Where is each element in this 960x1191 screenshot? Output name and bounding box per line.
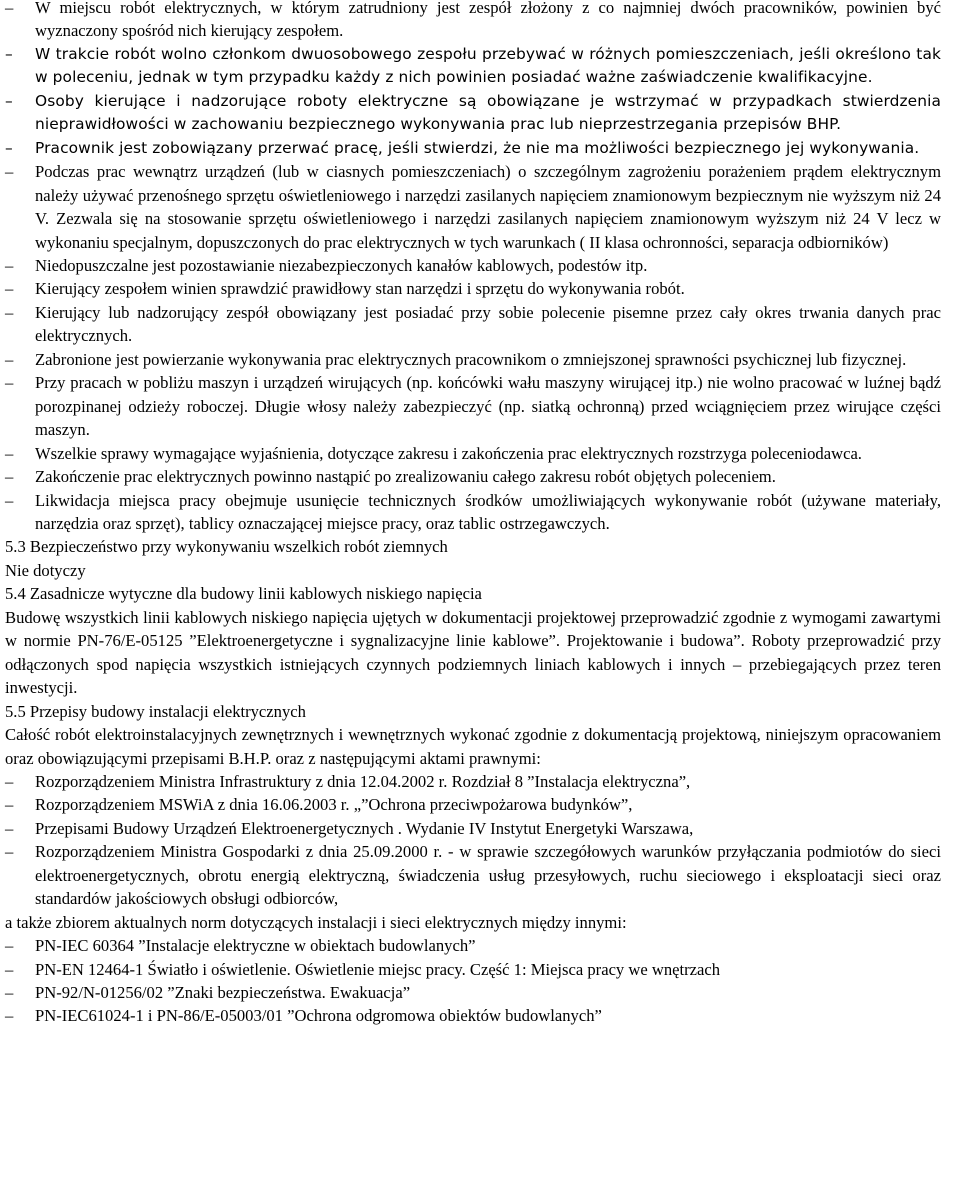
list-dash: – [5, 818, 14, 838]
list-item-text: Kierujący lub nadzorujący zespół obowiązany jest posiadać przy sobie polecenie pisemne przez cały okres trwania danych prac elektrycznych. [35, 302, 941, 346]
list-item [5, 442, 941, 465]
list-item-text: Wszelkie sprawy wymagające wyjaśnienia, dotyczące zakresu i zakończenia prac elektrycznych rozstrzyga poleceniodawca. [35, 443, 862, 463]
list-dash: – [5, 936, 14, 956]
list-dash: – [5, 771, 14, 791]
list-item-text: Przy pracach w pobliżu maszyn i urządzeń wirujących (np. końcówki wału maszyny wirującej itp.) nie wolno pracować w luźnej bądź porozpinanej odzieży roboczej. Długie włosy należy zabezpieczyć (np. siatką ochronną) przed wciągnięciem przez wirujące części maszyn. [35, 373, 941, 440]
list-item-text: Likwidacja miejsca pracy obejmuje usunięcie technicznych środków umożliwiających wykonywanie robót (używane materiały, narzędzia oraz sprzęt), tablicy oznaczającej miejsce pracy, oraz tablic ostrzegawczych. [35, 490, 941, 533]
list-item [5, 1004, 941, 1027]
list-item-text: Podczas prac wewnątrz urządzeń (lub w ciasnych pomieszczeniach) o szczególnym zagrożeniu porażeniem prądem elektrycznym należy używać przenośnego sprzętu oświetleniowego i narzędzi zasilanych napięciem znamionowym bezpiecznym nie wyższym niż 24 V. Zezwala się na stosowanie sprzętu oświetleniowego i narzędzi zasilanych napięciem znamionowym wyższym niż 24 V lecz w wykonaniu specjalnym, dopuszczonych do prac elektrycznych w tych warunkach ( II klasa ochronności, separacja odbiorników) [35, 162, 941, 252]
list-item [5, 160, 941, 254]
list-item [5, 0, 941, 43]
list-dash: – [5, 302, 14, 322]
list-item-text: Rozporządzeniem MSWiA z dnia 16.06.2003 r. „”Ochrona przeciwpożarowa budynków”, [35, 795, 633, 815]
list-item-text: PN-IEC 60364 ”Instalacje elektryczne w obiektach budowlanych” [35, 936, 476, 956]
list-item [5, 90, 941, 137]
list-dash: – [5, 842, 14, 862]
list-item-text: W trakcie robót wolno członkom dwuosobowego zespołu przebywać w różnych pomieszczeniach, jeśli określono tak w poleceniu, jednak w tym przypadku każdy z nich powinien posiadać ważne zaświadczenie kwalifikacyjne. [35, 44, 941, 87]
section-heading-5-4: 5.4 Zasadnicze wytyczne dla budowy linii kablowych niskiego napięcia [5, 584, 482, 604]
list-item-text: PN-EN 12464-1 Światło i oświetlenie. Oświetlenie miejsc pracy. Część 1: Miejsca pracy we wnętrzach [35, 959, 721, 979]
list-dash: – [5, 983, 14, 1003]
paragraph-5-4: Budowę wszystkich linii kablowych niskiego napięcia ujętych w dokumentacji projektowej przeprowadzić zgodnie z wymogami zawartymi w normie PN-76/E-05125 ”Elektroenergetyczne i sygnalizacyjne linie kablowe”. Projektowanie i budowa”. Roboty przeprowadzić przy odłączonych spod napięcia wszystkich istniejących czynnych podziemnych liniach kablowych i innych – przebiegających przez teren inwestycji. [5, 607, 941, 698]
list-dash: – [5, 44, 13, 63]
list-item [5, 254, 941, 277]
paragraph-5-5: Całość robót elektroinstalacyjnych zewnętrznych i wewnętrznych wykonać zgodnie z dokumentacją projektową, niniejszym opracowaniem oraz obowiązującymi przepisami B.H.P. oraz z następującymi aktami prawnymi: [5, 725, 941, 768]
list-item-text: Rozporządzeniem Ministra Gospodarki z dnia 25.09.2000 r. - w sprawie szczegółowych warunków przyłączania podmiotów do sieci elektroenergetycznych, obrotu energią elektryczną, świadczenia usług przesyłowych, ruchu sieciowego i eksploatacji sieci oraz standardów jakościowych obsługi odbiorców, [35, 842, 941, 909]
norms-intro: a także zbiorem aktualnych norm dotyczących instalacji i sieci elektrycznych między innymi: [5, 912, 627, 932]
list-dash: – [5, 255, 14, 275]
not-applicable-text: Nie dotyczy [5, 560, 86, 580]
list-item [5, 465, 941, 488]
list-item-text: Kierujący zespołem winien sprawdzić prawidłowy stan narzędzi i sprzętu do wykonywania robót. [35, 279, 685, 299]
list-item-text: W miejscu robót elektrycznych, w którym zatrudniony jest zespół złożony z co najmniej dwóch pracowników, powinien być wyznaczony spośród nich kierujący zespołem. [35, 0, 941, 41]
list-item-text: Zabronione jest powierzanie wykonywania prac elektrycznych pracownikom o zmniejszonej sprawności psychicznej lub fizycznej. [35, 349, 907, 369]
list-dash: – [5, 349, 14, 369]
section-heading-5-3: 5.3 Bezpieczeństwo przy wykonywaniu wszelkich robót ziemnych [5, 537, 448, 557]
list-item [5, 840, 941, 910]
list-dash: – [5, 0, 14, 17]
list-dash: – [5, 91, 13, 110]
list-item-text: Niedopuszczalne jest pozostawianie niezabezpieczonych kanałów kablowych, podestów itp. [35, 255, 648, 275]
list-dash: – [5, 490, 14, 510]
section-heading-5-5: 5.5 Przepisy budowy instalacji elektrycznych [5, 701, 306, 721]
list-item [5, 348, 941, 371]
list-item [5, 934, 941, 957]
list-dash: – [5, 138, 13, 157]
list-dash: – [5, 279, 14, 299]
list-item [5, 793, 941, 816]
list-item-text: Rozporządzeniem Ministra Infrastruktury z dnia 12.04.2002 r. Rozdział 8 ”Instalacja elektryczna”, [35, 771, 691, 791]
list-item [5, 817, 941, 840]
list-dash: – [5, 443, 14, 463]
list-dash: – [5, 373, 14, 393]
list-item [5, 43, 941, 90]
list-item-text: Osoby kierujące i nadzorujące roboty elektryczne są obowiązane je wstrzymać w przypadkach stwierdzenia nieprawidłowości w zachowaniu bezpiecznego wykonywania prac lub nieprzestrzegania przepisów BHP. [35, 91, 941, 134]
list-item [5, 277, 941, 300]
list-dash: – [5, 162, 14, 182]
list-item-text: PN-92/N-01256/02 ”Znaki bezpieczeństwa. Ewakuacja” [35, 983, 411, 1003]
list-item [5, 301, 941, 348]
list-item [5, 770, 941, 793]
list-dash: – [5, 1006, 14, 1026]
list-dash: – [5, 959, 14, 979]
list-item [5, 958, 941, 981]
list-item [5, 981, 941, 1004]
list-item-text: Przepisami Budowy Urządzeń Elektroenergetycznych . Wydanie IV Instytut Energetyki Warszawa, [35, 818, 694, 838]
list-item-text: PN-IEC61024-1 i PN-86/E-05003/01 ”Ochrona odgromowa obiektów budowlanych” [35, 1006, 602, 1026]
list-item [5, 137, 941, 160]
list-item [5, 371, 941, 441]
list-item-text: Pracownik jest zobowiązany przerwać pracę, jeśli stwierdzi, że nie ma możliwości bezpiecznego jej wykonywania. [35, 138, 920, 157]
list-item-text: Zakończenie prac elektrycznych powinno nastąpić po zrealizowaniu całego zakresu robót objętych poleceniem. [35, 467, 776, 487]
list-dash: – [5, 795, 14, 815]
list-dash: – [5, 467, 14, 487]
list-item [5, 489, 941, 536]
